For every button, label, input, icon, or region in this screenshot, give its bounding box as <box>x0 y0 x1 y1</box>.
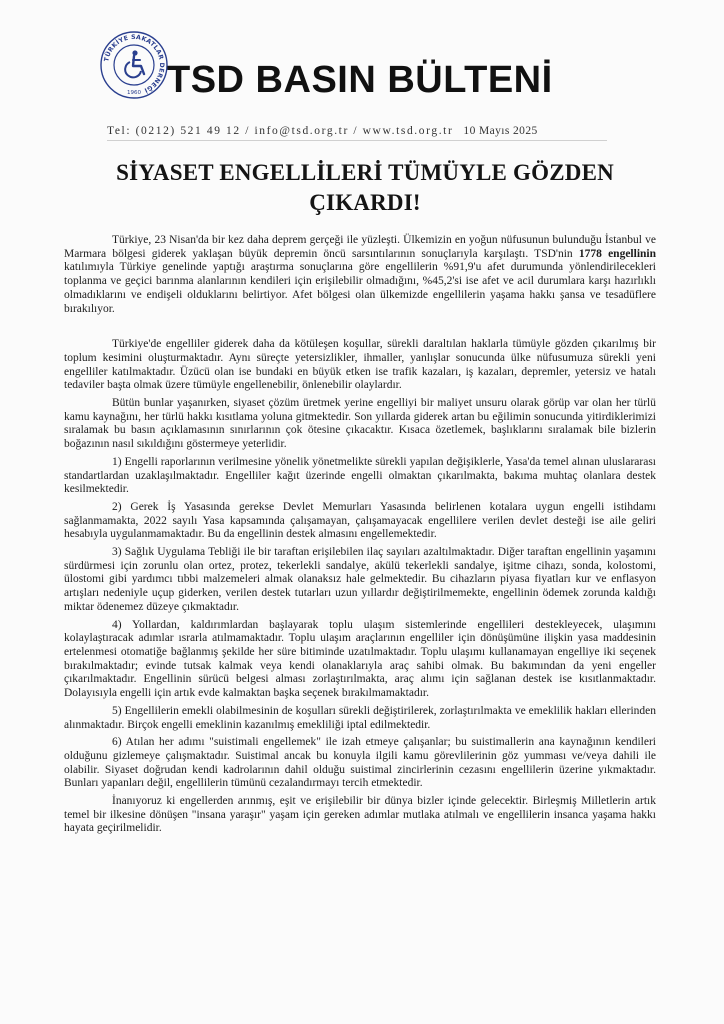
tsd-logo <box>99 30 169 100</box>
contact-line <box>107 125 667 137</box>
header-divider <box>107 140 607 141</box>
paragraph-intro-highlight: 1778 engellinin <box>578 247 656 260</box>
masthead-title: TSD BASIN BÜLTENİ <box>167 59 553 101</box>
list-item-1: 1) Engelli raporlarının verilmesine yönelik yönetmelikte sürekli yapılan değişiklerle, Yasa'da temel alınan uluslararası standartlardan uzaklaşılmaktadır. Engelliler kağıt üzerinde engelli olmaktan çıkarılmakta, bakıma muhtaç olanlara destek kesilmektedir. <box>64 455 656 496</box>
paragraph-context: Türkiye'de engelliler giderek daha da kötüleşen koşullar, sürekli daraltılan haklarla tümüyle gözden çıkarılmış bir toplum kesimini oluşturmaktadır. Aynı süreçte yetersizlikler, ihmaller, yanlışlar sonucunda ülke nüfusumuza sürekli yeni engelliler katılmaktadır. Üzücü olan ise bundaki en büyük etken ise trafik kazaları, iş kazaları, depremler, yetersiz ve hatalı tedaviler başta olmak üzere tümüyle engellenebilir, önlenebilir olaylardır. <box>64 338 656 392</box>
article-body <box>64 234 656 836</box>
headline-line-1: SİYASET ENGELLİLERİ TÜMÜYLE GÖZDEN <box>116 160 614 185</box>
paragraph-closing: İnanıyoruz ki engellerden arınmış, eşit ve erişilebilir bir dünya bizler içinde gelecektir. Birleşmiş Milletlerin artık temel bir ilkesine dönüşen "insana yaraşır" yaşam için gereken adımlar mutlaka atılmalı ve engellilerin insanca yaşama hakkı hayata geçirilmelidir. <box>64 795 656 835</box>
contact-info: Tel: (0212) 521 49 12 / info@tsd.org.tr / www.tsd.org.tr <box>107 125 454 137</box>
release-date: 10 Mayıs 2025 <box>463 125 538 137</box>
headline-line-2: ÇIKARDI! <box>309 190 421 215</box>
logo-year: 1960 <box>127 90 141 96</box>
list-item-6: 6) Atılan her adımı "suistimali engellemek" ile izah etmeye çalışanlar; bu suistimallerin ana kaynağının kendileri olduğunu gizlemeye çalışmaktadır. Suistimal ancak bu konuyla ilgili kamu görevlilerinin göz yumması ve/veya dahili ile olabilir. Siyaset doğrudan kendi kadrolarının dahil olduğu suistimal zincirlerinin cezasını engellilerin üzerine yıkmaktadır. Bunları yapanları değil, engellilerin tümünü cezalandırmayı tercih etmektedir. <box>64 736 656 790</box>
headline <box>80 158 650 218</box>
paragraph-intro-text-b: katılımıyla Türkiye genelinde yaptığı araştırma sonuçlarına göre engellilerin %91,9'u afet durumunda yönlendirilecekleri toplanma ve geçici barınma alanlarının kendileri için erişilebilir olmadığını, %45,2'si ise afet ve acil durumlara karşı hazırlıklı olmadıklarını ve endişeli olduklarını belirtiyor. Afet bölgesi olan ülkemizde engellilerin yaşama hakkı şansa ve tesadüflere bırakılıyor. <box>64 261 656 315</box>
logo-ring-text: TÜRKİYE SAKATLAR DERNEĞİ <box>103 33 166 94</box>
list-item-2: 2) Gerek İş Yasasında gerekse Devlet Memurları Yasasında belirlenen kotalara uygun engelli istihdamı sağlanmamakta, 2022 sayılı Yasa kapsamında çalışamayan, çalışamayacak engellilere verilen devlet desteği ise aile geliri hesabıyla uygulanmamaktadır. Bu da engellinin destek almasını engellemektedir. <box>64 500 656 541</box>
paragraph-intro <box>64 234 656 316</box>
paragraph-policy: Bütün bunlar yaşanırken, siyaset çözüm üretmek yerine engelliyi bir maliyet unsuru olarak görüp var olan her türlü kamu kaynağını, her türlü hakkı kısıtlama yoluna gitmektedir. Son yıllarda giderek artan bu eğilimin sonucunda yitirdiklerimizi sıralamak bu basın açıklamasının sınırlarının çok ötesine çıkacaktır. Kısaca özetlemek, başlıklarını sıralamak bile bizlerin boğazının nasıl sıkıldığını göstermeye yeterlidir. <box>64 397 656 451</box>
list-item-3: 3) Sağlık Uygulama Tebliği ile bir taraftan erişilebilen ilaç sayıları azaltılmaktadır. Diğer taraftan engellinin yaşamını sürdürmesi için zorunlu olan ortez, protez, tekerlekli sandalye, akülü tekerlekli sandalye, işitme cihazı, sonda, kolostomi, ülostomi gibi yardımcı tıbbi malzemeleri almak olanaksız hale gelmektedir. Bu cihazların piyasa fiyatları kur ve enflasyon artışları nedeniyle uçup giderken, verilen destek tutarları uzun yıllardır değiştirilmemekte, engellinin ödemek zorunda kaldığı miktar ödenemez düzeye çıkmaktadır. <box>64 546 656 613</box>
list-item-5: 5) Engellilerin emekli olabilmesinin de koşulları sürekli değiştirilerek, zorlaştırılmakta ve emeklilik hakları ellerinden alınmaktadır. Birçok engelli emeklinin kazanılmış emekliliği iptal edilmektedir. <box>64 704 656 731</box>
list-item-4: 4) Yollardan, kaldırımlardan başlayarak toplu ulaşım sistemlerinde engellileri destekleyecek, ulaşımını kolaylaştıracak adımlar ısrarla atılmamaktadır. Toplu ulaşım araçlarının engelliler için dönüşümüne ilişkin yasa maddesinin ertelenmesi otomatiğe bağlanmış şekilde her süre bitiminde uzatılmaktadır. Toplu ulaşımı kullanamayan engelliye iki seçenek bırakılmaktadır; evinde tutsak kalmak veya kendi olanaklarıyla araç sahibi olmak. Bu bakımından da yeni engeller çıkarılmaktadır. Engellinin sürücü belgesi alması zorlaştırılmakta, araç alımı için sağlanan destek ise kısıtlanmaktadır. Dolayısıyla engelli için artık evde kalmaktan başka seçenek bırakılmamaktadır. <box>64 618 656 700</box>
paragraph-intro-text-a: Türkiye, 23 Nisan'da bir kez daha deprem gerçeği ile yüzleşti. Ülkemizin en yoğun nüfusunun bulunduğu İstanbul ve Marmara bölgesi giderek yaklaşan büyük depremin öncü sarsıntılarının sonuçlarıyla karşılaştı. TSD'nin <box>64 234 656 260</box>
wheelchair-emblem-icon <box>99 30 169 100</box>
